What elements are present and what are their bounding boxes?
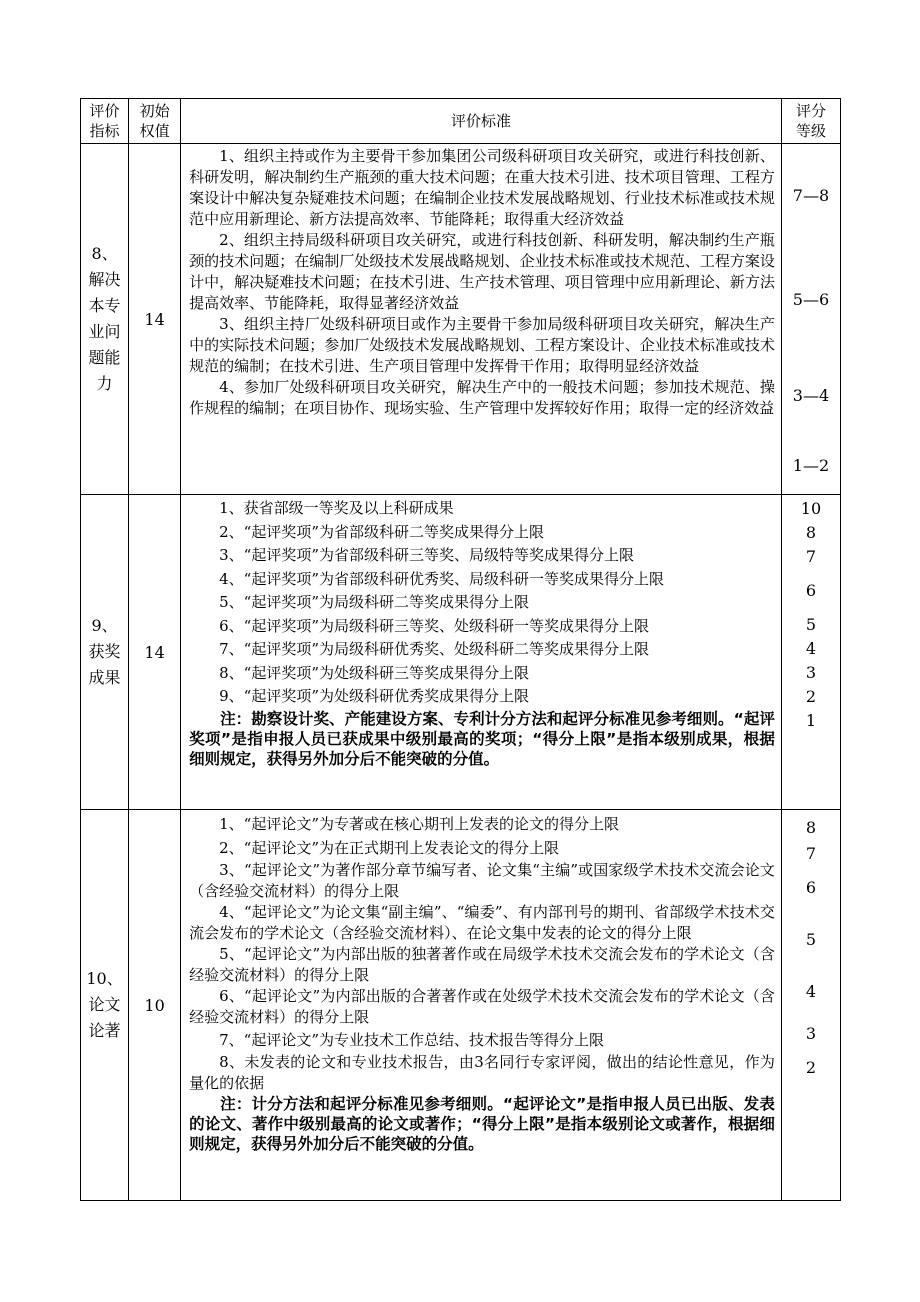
criterion-item: 8、未发表的论文和专业技术报告，由3名同行专家评阅，做出的结论性意见，作为量化的依据 — [189, 1053, 775, 1092]
note-text: 注：计分方法和起评分标准见参考细则。“起评论文”是指申报人员已出版、发表的论文、著作中级别最高的论文或著作；“得分上限”是指本级别论文或著作，根据细则规定，获得另外加分后不能突破的分值。 — [189, 1095, 775, 1153]
criterion-item: 8、“起评奖项”为处级科研三等奖成果得分上限 — [219, 663, 530, 682]
indicator-cell: 9、获奖成果 — [81, 495, 129, 810]
grade-value: 1—2 — [792, 456, 830, 475]
grade-value: 5 — [805, 615, 817, 634]
header-criteria: 评价标准 — [181, 99, 782, 144]
grade-value: 10 — [800, 499, 822, 518]
grade-value: 6 — [805, 581, 817, 600]
criteria-cell — [181, 810, 782, 1201]
indicator-cell: 8、解决本专业问题能力 — [81, 144, 129, 495]
criterion-item: 2、组织主持局级科研项目攻关研究，或进行科技创新、科研发明，解决制约生产瓶颈的技术问题；在编制厂处级技术发展战略规划、企业技术标准或技术规范、工程方案设计中，解决疑难技术问题；在技术引进、生产技术管理、项目管理中应用新理论、新方法提高效率、节能降耗，取得显著经济效益 — [189, 231, 775, 312]
table-row — [81, 810, 841, 1201]
grade-value: 8 — [805, 818, 817, 837]
criterion-item: 4、“起评奖项”为省部级科研优秀奖、局级科研一等奖成果得分上限 — [219, 569, 665, 588]
grade-value: 3 — [805, 663, 817, 682]
header-row — [81, 99, 841, 144]
grade-value: 7 — [805, 844, 817, 863]
criterion-item: 4、参加厂处级科研项目攻关研究，解决生产中的一般技术问题；参加技术规范、操作规程的编制；在项目协作、现场实验、生产管理中发挥较好作用；取得一定的经济效益 — [189, 378, 775, 417]
grade-value: 2 — [805, 687, 817, 706]
criterion-item: 1、“起评论文”为专著或在核心期刊上发表的论文的得分上限 — [219, 815, 620, 833]
criterion-item: 5、“起评论文”为内部出版的独著著作或在局级学术技术交流会发布的学术论文（含经验交流材料）的得分上限 — [189, 945, 775, 984]
grade-value: 5—6 — [792, 290, 830, 309]
table-row — [81, 495, 841, 810]
grade-cell — [781, 495, 840, 810]
grade-value: 3—4 — [792, 386, 830, 405]
criterion-item: 1、组织主持或作为主要骨干参加集团公司级科研项目攻关研究，或进行科技创新、科研发明，解决制约生产瓶颈的重大技术问题；在重大技术引进、技术项目管理、工程方案设计中解决复杂疑难技术问题；在编制企业技术发展战略规划、行业技术标准或技术规范中应用新理论、新方法提高效率、节能降耗；取得重大经济效益 — [189, 147, 775, 228]
grade-value: 4 — [805, 639, 817, 658]
criterion-item: 1、获省部级一等奖及以上科研成果 — [219, 499, 454, 517]
grade-value: 3 — [805, 1024, 817, 1043]
grade-cell — [781, 810, 840, 1201]
indicator-cell: 10、论文论著 — [81, 810, 129, 1201]
criterion-item: 7、“起评奖项”为局级科研优秀奖、处级科研二等奖成果得分上限 — [219, 640, 650, 658]
criterion-item: 6、“起评论文”为内部出版的合著著作或在处级学术技术交流会发布的学术论文（含经验交流材料）的得分上限 — [189, 987, 775, 1026]
criteria-cell — [181, 495, 782, 810]
grade-value: 7—8 — [792, 186, 830, 205]
grade-cell — [781, 144, 840, 495]
criterion-item: 7、“起评论文”为专业技术工作总结、技术报告等得分上限 — [219, 1031, 605, 1049]
criterion-item: 3、组织主持厂处级科研项目或作为主要骨干参加局级科研项目攻关研究，解决生产中的实际技术问题；参加厂处级技术发展战略规划、工程方案设计、企业技术标准或技术规范的编制；在技术引进、生产项目管理中发挥骨干作用；取得明显经济效益 — [189, 315, 775, 375]
header-indicator: 评价指标 — [81, 99, 129, 144]
criterion-item: 3、“起评奖项”为省部级科研三等奖、局级特等奖成果得分上限 — [219, 546, 635, 564]
grade-value: 1 — [805, 711, 817, 730]
criteria-cell — [181, 144, 782, 495]
evaluation-table — [80, 98, 841, 1201]
header-weight: 初始权值 — [129, 99, 181, 144]
grade-value: 7 — [805, 547, 817, 566]
criterion-item: 6、“起评奖项”为局级科研三等奖、处级科研一等奖成果得分上限 — [219, 616, 650, 635]
grade-value: 2 — [805, 1058, 817, 1077]
criterion-item: 2、“起评奖项”为省部级科研二等奖成果得分上限 — [219, 522, 545, 541]
note-text: 注：勘察设计奖、产能建设方案、专利计分方法和起评分标准见参考细则。“起评奖项”是指申报人员已获成果中级别最高的奖项；“得分上限”是指本级别成果，根据细则规定，获得另外加分后不能突破的分值。 — [189, 709, 775, 768]
criterion-item: 4、“起评论文”为论文集“副主编”、“编委”、有内部刊号的期刊、省部级学术技术交流会发布的学术论文（含经验交流材料）、在论文集中发表的论文的得分上限 — [189, 903, 775, 942]
weight-cell: 10 — [129, 810, 181, 1201]
criterion-item: 5、“起评奖项”为局级科研二等奖成果得分上限 — [219, 593, 530, 611]
weight-cell: 14 — [129, 144, 181, 495]
criterion-item: 9、“起评奖项”为处级科研优秀奖成果得分上限 — [219, 687, 530, 705]
grade-value: 6 — [805, 878, 817, 897]
grade-value: 5 — [805, 930, 817, 949]
header-grade: 评分等级 — [781, 99, 840, 144]
criterion-item: 3、“起评论文”为著作部分章节编写者、论文集“主编”或国家级学术技术交流会论文（含经验交流材料）的得分上限 — [189, 861, 775, 900]
criterion-item: 2、“起评论文”为在正式期刊上发表论文的得分上限 — [219, 839, 560, 857]
table-row — [81, 144, 841, 495]
grade-value: 8 — [805, 523, 817, 542]
weight-cell: 14 — [129, 495, 181, 810]
grade-value: 4 — [805, 982, 817, 1001]
